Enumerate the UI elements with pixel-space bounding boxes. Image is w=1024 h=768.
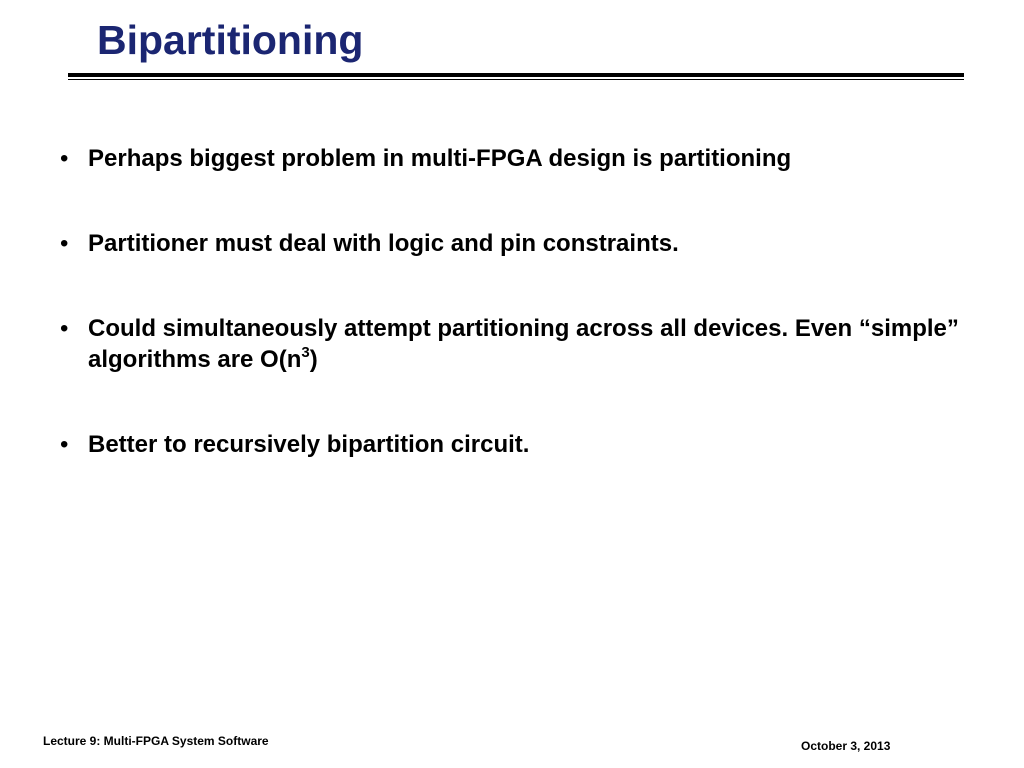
bullet-text: Better to recursively bipartition circuit.: [88, 431, 530, 458]
footer-lecture-title: Lecture 9: Multi-FPGA System Software: [43, 734, 269, 748]
bullet-text: Could simultaneously attempt partitioning across all devices. Even “simple” algorithms are O(n: [88, 315, 959, 373]
bullet-list: [60, 143, 1000, 514]
bullet-item: [60, 228, 1000, 259]
bullet-marker: •: [60, 315, 69, 342]
slide-title: Bipartitioning: [97, 17, 364, 63]
bullet-item: [60, 313, 1000, 375]
bullet-superscript: 3: [301, 344, 310, 361]
bullet-item: [60, 429, 1000, 460]
bullet-text: Perhaps biggest problem in multi-FPGA design is partitioning: [88, 145, 792, 172]
bullet-marker: •: [60, 145, 69, 172]
title-divider-thin: [68, 79, 964, 80]
title-divider-thick: [68, 73, 964, 77]
bullet-marker: •: [60, 230, 69, 257]
footer-date: October 3, 2013: [801, 739, 891, 753]
bullet-text-suffix: ): [309, 346, 318, 373]
bullet-item: [60, 143, 1000, 174]
bullet-text: Partitioner must deal with logic and pin constraints.: [88, 230, 679, 257]
bullet-marker: •: [60, 431, 69, 458]
